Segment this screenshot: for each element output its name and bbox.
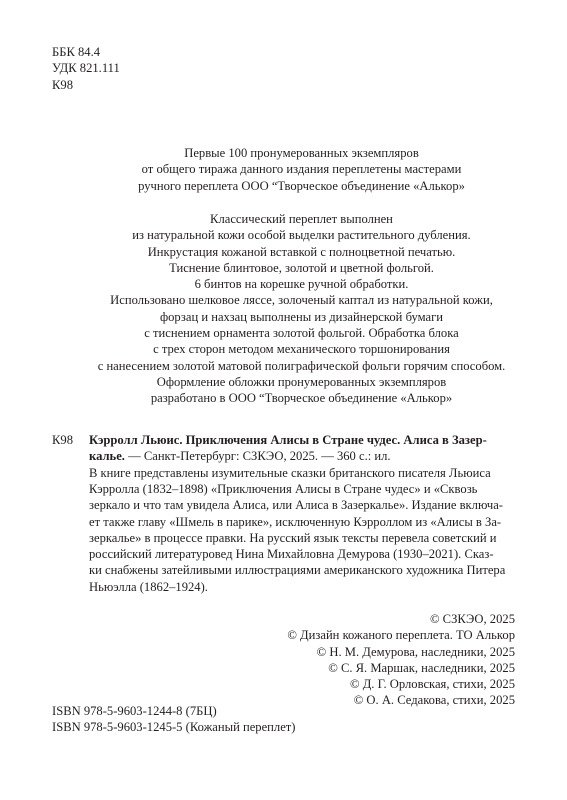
annotation-line: В книге представлены изумительные сказки британского писателя Льюиса xyxy=(89,465,491,480)
annotation-line: зеркалье» в процессе правки. На русский язык тексты перевела советский и xyxy=(89,530,497,545)
author-mark: К98 xyxy=(52,77,73,92)
annotation-line: зеркало и что там увидела Алиса, или Алиса в Зазеркалье». Издание включа- xyxy=(89,498,504,513)
annotation-line: ет также главу «Шмель в парике», исключенную Кэрроллом из «Алисы в За- xyxy=(89,514,502,529)
binding-note-line: форзац и нахзац выполнены из дизайнерской бумаги xyxy=(159,309,444,324)
isbn-line: ISBN 978-5-9603-1244-8 (7БЦ) xyxy=(52,704,217,718)
copyright-line: © Д. Г. Орловская, стихи, 2025 xyxy=(350,677,515,692)
catalog-publication-info: — Санкт-Петербург: СЗКЭО, 2025. — 360 с.: ил. xyxy=(124,449,391,464)
edition-note-line: Первые 100 пронумерованных экземпляров xyxy=(184,146,419,160)
annotation-line: российский литературовед Нина Михайловна Демурова (1930–2021). Сказ- xyxy=(89,547,494,562)
annotation-line: Кэрролла (1832–1898) «Приключения Алисы в Стране чудес» и «Сквозь xyxy=(89,481,478,496)
copyright-line: © С. Я. Маршак, наследники, 2025 xyxy=(328,660,515,675)
binding-note-line: с нанесением золотой матовой полиграфической фольги горячим способом. xyxy=(97,358,506,373)
catalog-title-line-2 xyxy=(89,448,391,464)
binding-note-line: из натуральной кожи особой выделки растительного дубления. xyxy=(132,228,471,243)
udk-code: УДК 821.111 xyxy=(52,61,120,76)
copyright-line: © СЗКЭО, 2025 xyxy=(429,612,515,626)
binding-note-line: Классический переплет выполнен xyxy=(210,212,393,226)
catalog-code: К98 xyxy=(52,433,73,447)
binding-note-line: разработано в ООО “Творческое объединение «Алькор» xyxy=(150,391,453,406)
annotation-line: ки снабжены затейливыми иллюстрациями американского художника Питера xyxy=(89,563,506,578)
binding-note-line: 6 бинтов на корешке ручной обработки. xyxy=(194,277,409,292)
catalog-title-end: калье. xyxy=(89,449,125,464)
catalog-title-line: Кэрролл Льюис. Приключения Алисы в Стране чудес. Алиса в Зазер- xyxy=(89,433,487,447)
copyright-line: © О. А. Седакова, стихи, 2025 xyxy=(353,693,515,708)
copyright-line: © Дизайн кожаного переплета. ТО Алькор xyxy=(287,628,515,643)
isbn-line: ISBN 978-5-9603-1245-5 (Кожаный переплет) xyxy=(52,720,296,735)
binding-note-line: Оформление обложки пронумерованных экземпляров xyxy=(156,374,447,389)
copyright-line: © Н. М. Демурова, наследники, 2025 xyxy=(316,644,515,659)
binding-note xyxy=(40,211,563,407)
bbk-code: ББК 84.4 xyxy=(52,45,101,59)
edition-note-line: от общего тиража данного издания переплетены мастерами xyxy=(141,162,462,177)
edition-note-line: ручного переплета ООО “Творческое объединение «Алькор» xyxy=(138,178,465,193)
isbn-block xyxy=(52,703,295,736)
copyright-block xyxy=(287,611,515,709)
binding-note-line: Тиснение блинтовое, золотой и цветной фольгой. xyxy=(169,260,434,275)
binding-note-line: Использовано шелковое ляссе, золоченый каптал из натуральной кожи, xyxy=(110,293,493,308)
binding-note-line: с тиснением орнамента золотой фольгой. Обработка блока xyxy=(144,326,459,341)
edition-note xyxy=(40,145,563,194)
binding-note-line: Инкрустация кожаной вставкой с полноцветной печатью. xyxy=(147,244,456,259)
classification-codes xyxy=(52,44,120,93)
annotation-line: Ньюэлла (1862–1924). xyxy=(89,579,208,594)
binding-note-line: с трех сторон методом механического торшонирования xyxy=(153,342,450,357)
